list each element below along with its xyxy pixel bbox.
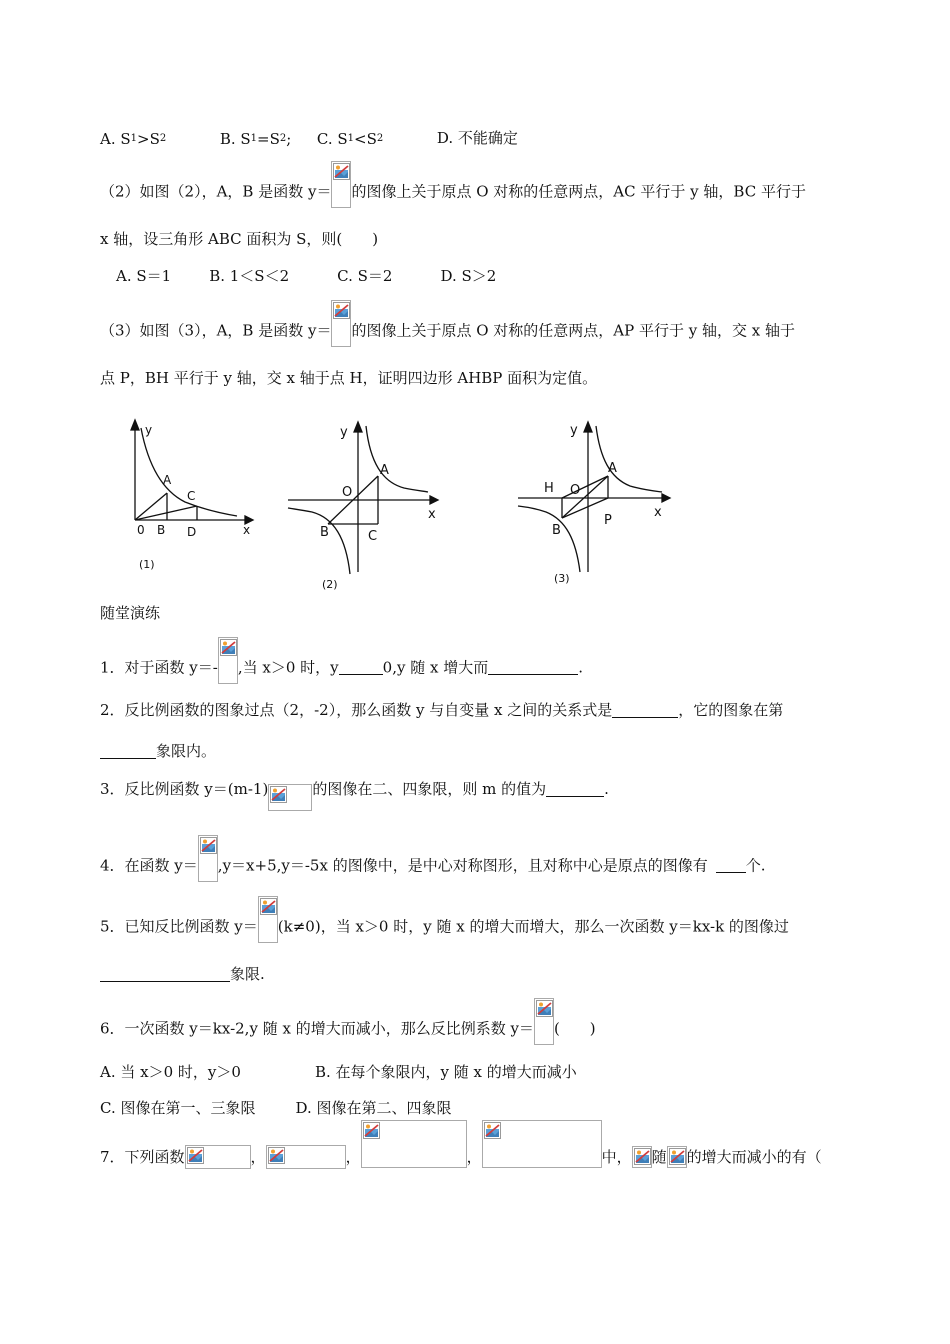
p7-text-post: 的增大而减小的有（ [686, 1148, 822, 1166]
q3-text-post: 的图像上关于原点 O 对称的任意两点，AP 平行于 y 轴，交 x 轴于 [351, 321, 796, 340]
formula-image-placeholder [331, 161, 351, 208]
p2-text-end: 象限内。 [156, 742, 217, 760]
p6-option-a: A. 当 x＞0 时，y＞0 [100, 1063, 241, 1081]
label-a: A [380, 463, 389, 478]
p1-text-mid: ,当 x＞0 时，y [237, 658, 339, 677]
practice-2-line-2 [100, 740, 216, 761]
hyperbola-branch-1 [366, 426, 428, 492]
label-x: x [243, 523, 251, 537]
question-3-line-1 [100, 314, 795, 347]
label-p: P [604, 513, 612, 528]
p5-text-end: 象限. [230, 965, 265, 983]
broken-image-icon [220, 639, 237, 656]
label-x: x [428, 507, 436, 522]
comma: ， [466, 1148, 482, 1166]
label-c: C [187, 489, 196, 503]
formula-image-placeholder [534, 998, 554, 1045]
figure-3 [512, 412, 687, 592]
formula-image-placeholder [198, 835, 218, 882]
answer-blank[interactable] [716, 858, 746, 873]
y-arrow-icon [131, 420, 139, 430]
label-x: x [654, 505, 662, 520]
practice-1 [100, 651, 583, 684]
formula-image-placeholder [268, 784, 312, 811]
practice-7 [100, 1145, 822, 1169]
label-y: y [340, 425, 348, 440]
p5-text-post: (k≠0)，当 x＞0 时，y 随 x 的增大而增大，那么一次函数 y＝kx-k 的图像过 [277, 917, 789, 936]
practice-6-options-2 [100, 1097, 452, 1118]
label-b: B [157, 523, 166, 537]
label-a: A [163, 473, 172, 487]
answer-blank[interactable] [100, 967, 230, 982]
p7-text-mid: 中， [601, 1148, 632, 1166]
question-2-line-1 [100, 175, 806, 208]
hyperbola-branch-2 [288, 508, 350, 574]
p6-option-d: D. 图像在第二、四象限 [295, 1099, 452, 1117]
label-a: A [608, 461, 617, 476]
broken-image-icon [634, 1148, 651, 1165]
broken-image-icon [669, 1148, 686, 1165]
p6-text-post: ( ) [553, 1019, 596, 1038]
p1-text-mid2: 0,y 随 x 增大而 [382, 658, 489, 677]
comma: ， [250, 1148, 266, 1166]
label-o: O [570, 483, 581, 498]
section-title: 随堂演练 [100, 604, 161, 622]
label-o: 0 [137, 523, 145, 537]
p5-text-pre: 5．已知反比例函数 y＝ [100, 917, 258, 936]
p1-text-end: . [578, 658, 583, 677]
practice-5-line-1 [100, 910, 789, 943]
practice-4 [100, 849, 765, 882]
formula-image-placeholder [266, 1145, 346, 1169]
p4-text-pre: 4．在函数 y＝ [100, 856, 198, 875]
figure-2 [282, 412, 452, 592]
formula-image-placeholder [218, 637, 238, 684]
p3-text-end: . [604, 780, 609, 798]
formula-image-placeholder [482, 1120, 602, 1168]
p6-option-b: B. 在每个象限内，y 随 x 的增大而减小 [314, 1063, 577, 1081]
options-line-a [100, 127, 518, 149]
caption-2: (2) [322, 578, 338, 591]
segment-ab [562, 476, 608, 518]
label-b: B [320, 525, 329, 540]
label-c: C [368, 529, 378, 544]
formula-image-placeholder [632, 1146, 652, 1168]
broken-image-icon [187, 1147, 204, 1164]
formula-image-placeholder [331, 300, 351, 347]
practice-3 [100, 778, 609, 811]
broken-image-icon [333, 302, 350, 319]
label-y: y [570, 423, 578, 438]
question-2-options [116, 265, 496, 286]
x-arrow-icon [662, 494, 670, 502]
x-arrow-icon [430, 496, 438, 504]
p6-text-pre: 6．一次函数 y＝kx-2,y 随 x 的增大而减小，那么反比例系数 y＝ [100, 1019, 534, 1038]
answer-blank[interactable] [100, 744, 156, 759]
broken-image-icon [200, 837, 217, 854]
formula-image-placeholder [361, 1120, 467, 1168]
hyperbola-branch-1 [596, 426, 662, 492]
option-d: D. 不能确定 [436, 129, 518, 147]
q2-text-pre: （2）如图（2），A，B 是函数 y＝ [100, 182, 332, 201]
caption-3: (3) [554, 572, 570, 585]
q2-option-d: D. S＞2 [440, 267, 497, 285]
broken-image-icon [363, 1122, 380, 1139]
caption-1: (1) [139, 558, 155, 571]
q2-text-post: 的图像上关于原点 O 对称的任意两点，AC 平行于 y 轴，BC 平行于 [351, 182, 806, 201]
practice-6-options-1 [100, 1061, 577, 1082]
answer-blank[interactable] [488, 660, 578, 675]
broken-image-icon [536, 1000, 553, 1017]
p1-text-pre: 1．对于函数 y＝- [100, 658, 218, 677]
broken-image-icon [484, 1122, 501, 1139]
practice-2-line-1 [100, 699, 783, 720]
q3-text-pre: （3）如图（3），A，B 是函数 y＝ [100, 321, 332, 340]
q2-option-c: C. S＝2 [337, 267, 393, 285]
segment-bp [562, 498, 608, 518]
formula-image-placeholder [185, 1145, 251, 1169]
p4-text-post: ,y＝x+5,y＝-5x 的图像中，是中心对称图形，且对称中心是原点的图像有 [217, 856, 708, 875]
p3-text-pre: 3．反比例函数 y＝(m-1) [100, 780, 269, 798]
formula-image-placeholder [667, 1146, 687, 1168]
answer-blank[interactable] [546, 782, 604, 797]
q2-option-a: A. S＝1 [116, 267, 172, 285]
option-a: A. S1>S2 [100, 129, 167, 148]
label-h: H [544, 481, 554, 496]
question-3-line-2: 点 P，BH 平行于 y 轴，交 x 轴于点 H，证明四边形 AHBP 面积为定值。 [100, 369, 598, 387]
formula-image-placeholder [258, 896, 278, 943]
option-b: B. S1=S2; [219, 129, 292, 148]
p7-text-sui: 随 [651, 1148, 667, 1166]
p7-text-pre: 7．下列函数 [100, 1148, 185, 1166]
hyperbola-branch-2 [518, 506, 580, 572]
label-d: D [187, 525, 197, 539]
broken-image-icon [270, 786, 287, 803]
option-c: C. S1<S2 [316, 129, 384, 148]
p2-text-1: 2．反比例函数的图象过点（2，-2），那么函数 y 与自变量 x 之间的关系式是 [100, 701, 613, 719]
y-arrow-icon [354, 422, 362, 432]
comma: ， [345, 1148, 361, 1166]
label-o: O [342, 485, 353, 500]
p3-text-post: 的图像在二、四象限，则 m 的值为 [312, 780, 547, 798]
q2-option-b: B. 1＜S＜2 [209, 267, 290, 285]
p2-text-mid: ，它的图象在第 [678, 701, 784, 719]
broken-image-icon [268, 1147, 285, 1164]
label-b: B [552, 523, 561, 538]
figure-1 [105, 410, 265, 580]
answer-blank[interactable] [612, 703, 678, 718]
question-2-line-2: x 轴，设三角形 ABC 面积为 S，则( ) [100, 230, 379, 248]
segment-ha [562, 476, 608, 498]
broken-image-icon [333, 163, 350, 180]
broken-image-icon [260, 898, 277, 915]
p4-text-end: 个. [745, 856, 766, 875]
label-y: y [145, 423, 153, 437]
y-arrow-icon [584, 422, 592, 432]
practice-6 [100, 1012, 596, 1045]
p6-option-c: C. 图像在第一、三象限 [100, 1099, 256, 1117]
practice-5-line-2 [100, 963, 265, 984]
answer-blank[interactable] [339, 660, 383, 675]
